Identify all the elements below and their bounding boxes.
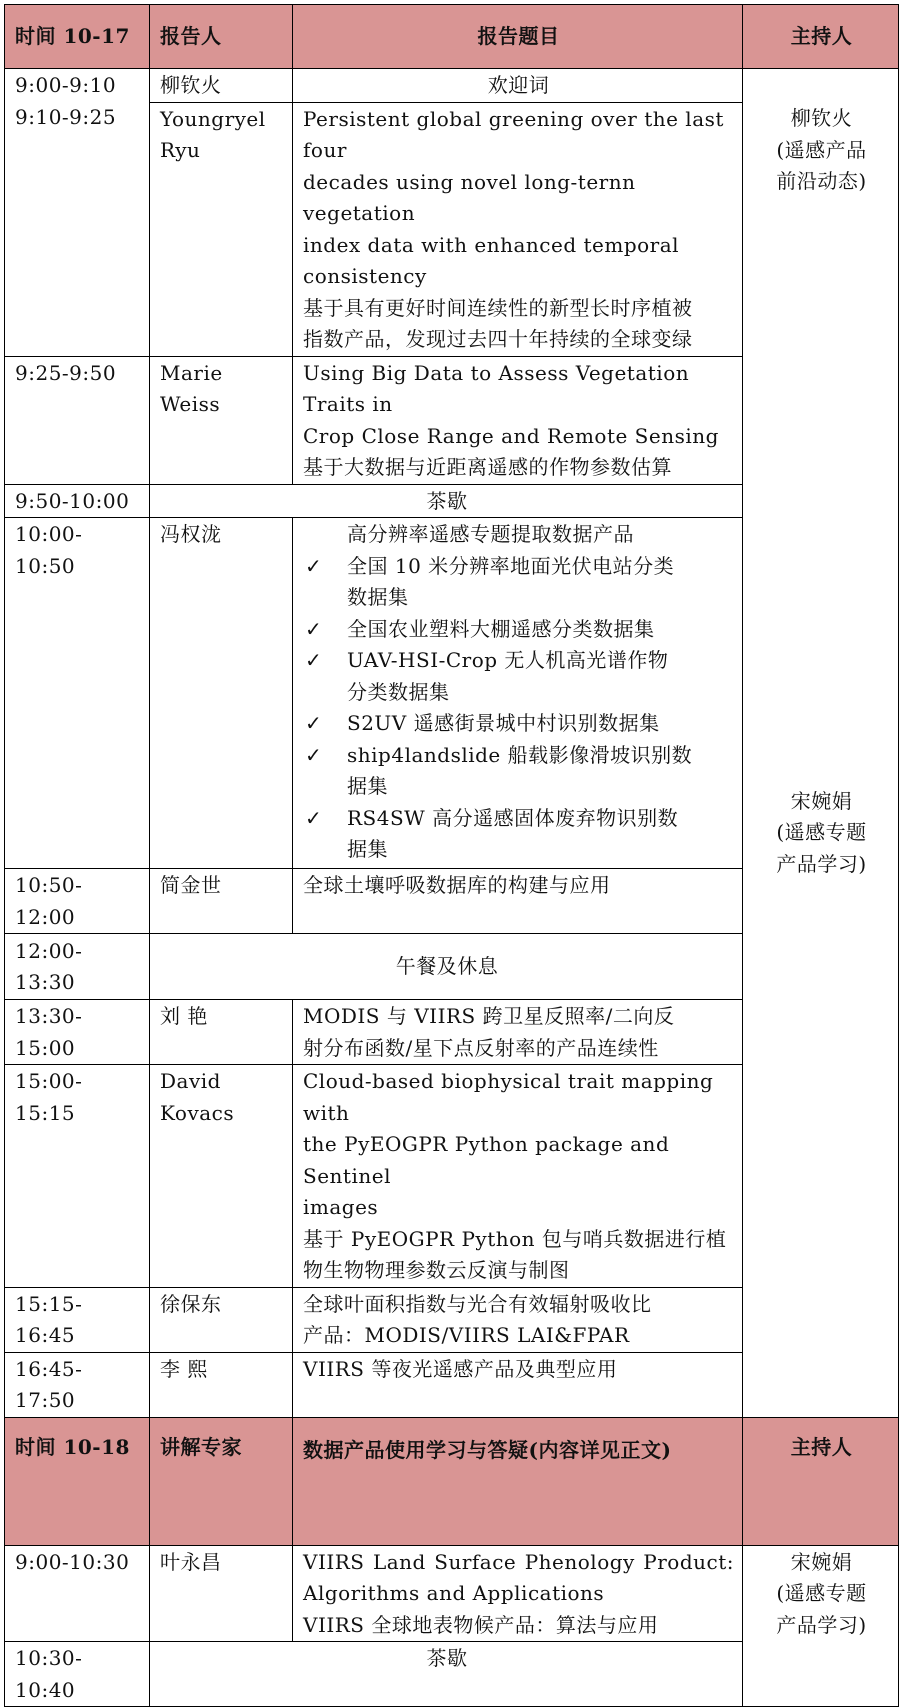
topic-cell	[293, 1545, 743, 1642]
time-cell: 12:00-13:30	[5, 934, 150, 1000]
list-item-text: 全国 10 米分辨率地面光伏电站分类	[347, 553, 675, 578]
header-row-1018	[5, 1417, 899, 1545]
topic-line: 射分布函数/星下点反射率的产品连续性	[303, 1035, 659, 1060]
list-item	[303, 803, 734, 866]
time-cell: 9:50-10:00	[5, 484, 150, 518]
topic-line: Using Big Data to Assess Vegetation Traits in	[303, 360, 690, 416]
check-icon: ✓	[305, 553, 323, 578]
header-topic: 报告题目	[293, 5, 743, 69]
speaker-cell: 叶永昌	[150, 1545, 293, 1642]
list-item-text: 分类数据集	[347, 679, 450, 704]
speaker-cell: 简金世	[150, 869, 293, 934]
time-cell: 15:15-16:45	[5, 1287, 150, 1352]
topic-line: Algorithms and Applications	[303, 1581, 605, 1605]
topic-line: images	[303, 1195, 379, 1219]
header-host: 主持人	[743, 5, 899, 69]
topic-line: Persistent global greening over the last four	[303, 106, 724, 162]
list-item-text: 据集	[347, 774, 388, 798]
speaker-cell: Marie Weiss	[150, 356, 293, 484]
topic-line: index data with enhanced temporal consistency	[303, 232, 680, 288]
time-cell: 10:30-10:40	[5, 1642, 150, 1707]
header-time: 时间 10-18	[5, 1417, 150, 1545]
lunch-cell: 午餐及休息	[150, 934, 743, 1000]
time-cell: 13:30-15:00	[5, 1000, 150, 1065]
speaker-cell: David Kovacs	[150, 1065, 293, 1288]
speaker-cell: 徐保东	[150, 1287, 293, 1352]
table-row	[5, 69, 899, 103]
time-cell: 10:00-10:50	[5, 518, 150, 869]
topic-cell: 全球土壤呼吸数据库的构建与应用	[293, 869, 743, 934]
topic-cell	[293, 1065, 743, 1288]
host-cell-3	[743, 1545, 899, 1707]
speaker-cell: 刘 艳	[150, 1000, 293, 1065]
host-desc: 产品学习)	[776, 851, 867, 876]
header-host: 主持人	[743, 1417, 899, 1545]
header-topic: 数据产品使用学习与答疑(内容详见正文)	[293, 1417, 743, 1545]
table-row	[5, 1545, 899, 1642]
time-cell: 9:00-10:30	[5, 1545, 150, 1642]
topic-line: 指数产品，发现过去四十年持续的全球变绿	[303, 327, 693, 351]
topic-line: 产品：MODIS/VIIRS LAI&FPAR	[303, 1323, 630, 1347]
list-item	[303, 708, 734, 740]
check-icon: ✓	[305, 648, 323, 672]
list-item-text: UAV-HSI-Crop 无人机高光谱作物	[347, 648, 669, 672]
topic-cell	[293, 1000, 743, 1065]
list-item-text: 据集	[347, 837, 388, 861]
topic-line: 基于 PyEOGPR Python 包与哨兵数据进行植	[303, 1226, 727, 1251]
header-speaker: 讲解专家	[150, 1417, 293, 1545]
topic-line: the PyEOGPR Python package and Sentinel	[303, 1132, 670, 1188]
topic-line: decades using novel long-ternn vegetation	[303, 169, 636, 225]
time-cell	[5, 69, 150, 357]
check-icon: ✓	[305, 711, 323, 735]
time-text: 9:00-9:10	[15, 73, 117, 97]
speaker-cell: 柳钦火	[150, 69, 293, 103]
topic-cell	[293, 1287, 743, 1352]
time-cell: 9:25-9:50	[5, 356, 150, 484]
header-time: 时间 10-17	[5, 5, 150, 69]
time-text: 9:10-9:25	[15, 104, 117, 129]
topic-cell	[293, 518, 743, 869]
host-spacer	[753, 198, 890, 786]
topic-line: MODIS 与 VIIRS 跨卫星反照率/二向反	[303, 1004, 675, 1028]
topic-line: 基于具有更好时间连续性的新型长时序植被	[303, 295, 693, 320]
check-icon: ✓	[305, 805, 323, 830]
speaker-cell: 冯权泷	[150, 518, 293, 869]
list-item-text: S2UV 遥感街景城中村识别数据集	[347, 711, 660, 735]
time-cell: 16:45-17:50	[5, 1352, 150, 1417]
time-cell: 15:00-15:15	[5, 1065, 150, 1288]
topic-cell: VIIRS 等夜光遥感产品及典型应用	[293, 1352, 743, 1417]
header-speaker: 报告人	[150, 5, 293, 69]
time-cell: 10:50-12:00	[5, 869, 150, 934]
list-item	[303, 740, 734, 803]
host-desc: (遥感专题	[776, 1581, 867, 1605]
speaker-cell: Youngryel Ryu	[150, 102, 293, 356]
topic-title: 高分辨率遥感专题提取数据产品	[347, 522, 634, 546]
host-name: 宋婉娟	[790, 788, 853, 813]
list-item-text: 数据集	[347, 585, 409, 609]
speaker-cell: 李 熙	[150, 1352, 293, 1417]
schedule-table	[4, 4, 899, 1707]
header-row-1017	[5, 5, 899, 69]
host-name: 宋婉娟	[790, 1549, 853, 1574]
list-item-text: ship4landslide 船载影像滑坡识别数	[347, 742, 693, 767]
host-name: 柳钦火	[790, 106, 853, 130]
topic-cell	[293, 356, 743, 484]
topic-line: 物生物物理参数云反演与制图	[303, 1258, 570, 1282]
list-item-text: RS4SW 高分遥感固体废弃物识别数	[347, 805, 679, 830]
host-desc: 产品学习)	[776, 1612, 867, 1637]
break-cell: 茶歇	[150, 484, 743, 518]
topic-line: Crop Close Range and Remote Sensing	[303, 423, 719, 448]
host-desc: (遥感专题	[776, 820, 867, 844]
list-item-text: 全国农业塑料大棚遥感分类数据集	[347, 616, 655, 641]
check-icon: ✓	[305, 616, 323, 641]
list-item	[303, 551, 734, 614]
check-icon: ✓	[305, 742, 323, 767]
topic-cell	[293, 102, 743, 356]
topic-line: VIIRS Land Surface Phenology Product:	[303, 1549, 734, 1574]
topic-line: 全球叶面积指数与光合有效辐射吸收比	[303, 1291, 652, 1316]
topic-line: VIIRS 全球地表物候产品：算法与应用	[303, 1612, 659, 1637]
break-cell: 茶歇	[150, 1642, 743, 1707]
host-cell-1	[743, 69, 899, 1418]
topic-line: Cloud-based biophysical trait mapping with	[303, 1069, 714, 1125]
list-item	[303, 645, 734, 708]
topic-cell: 欢迎词	[293, 69, 743, 103]
list-item	[303, 614, 734, 646]
topic-line: 基于大数据与近距离遥感的作物参数估算	[303, 455, 672, 479]
host-desc: (遥感产品	[776, 137, 867, 162]
host-desc: 前沿动态)	[776, 169, 867, 193]
